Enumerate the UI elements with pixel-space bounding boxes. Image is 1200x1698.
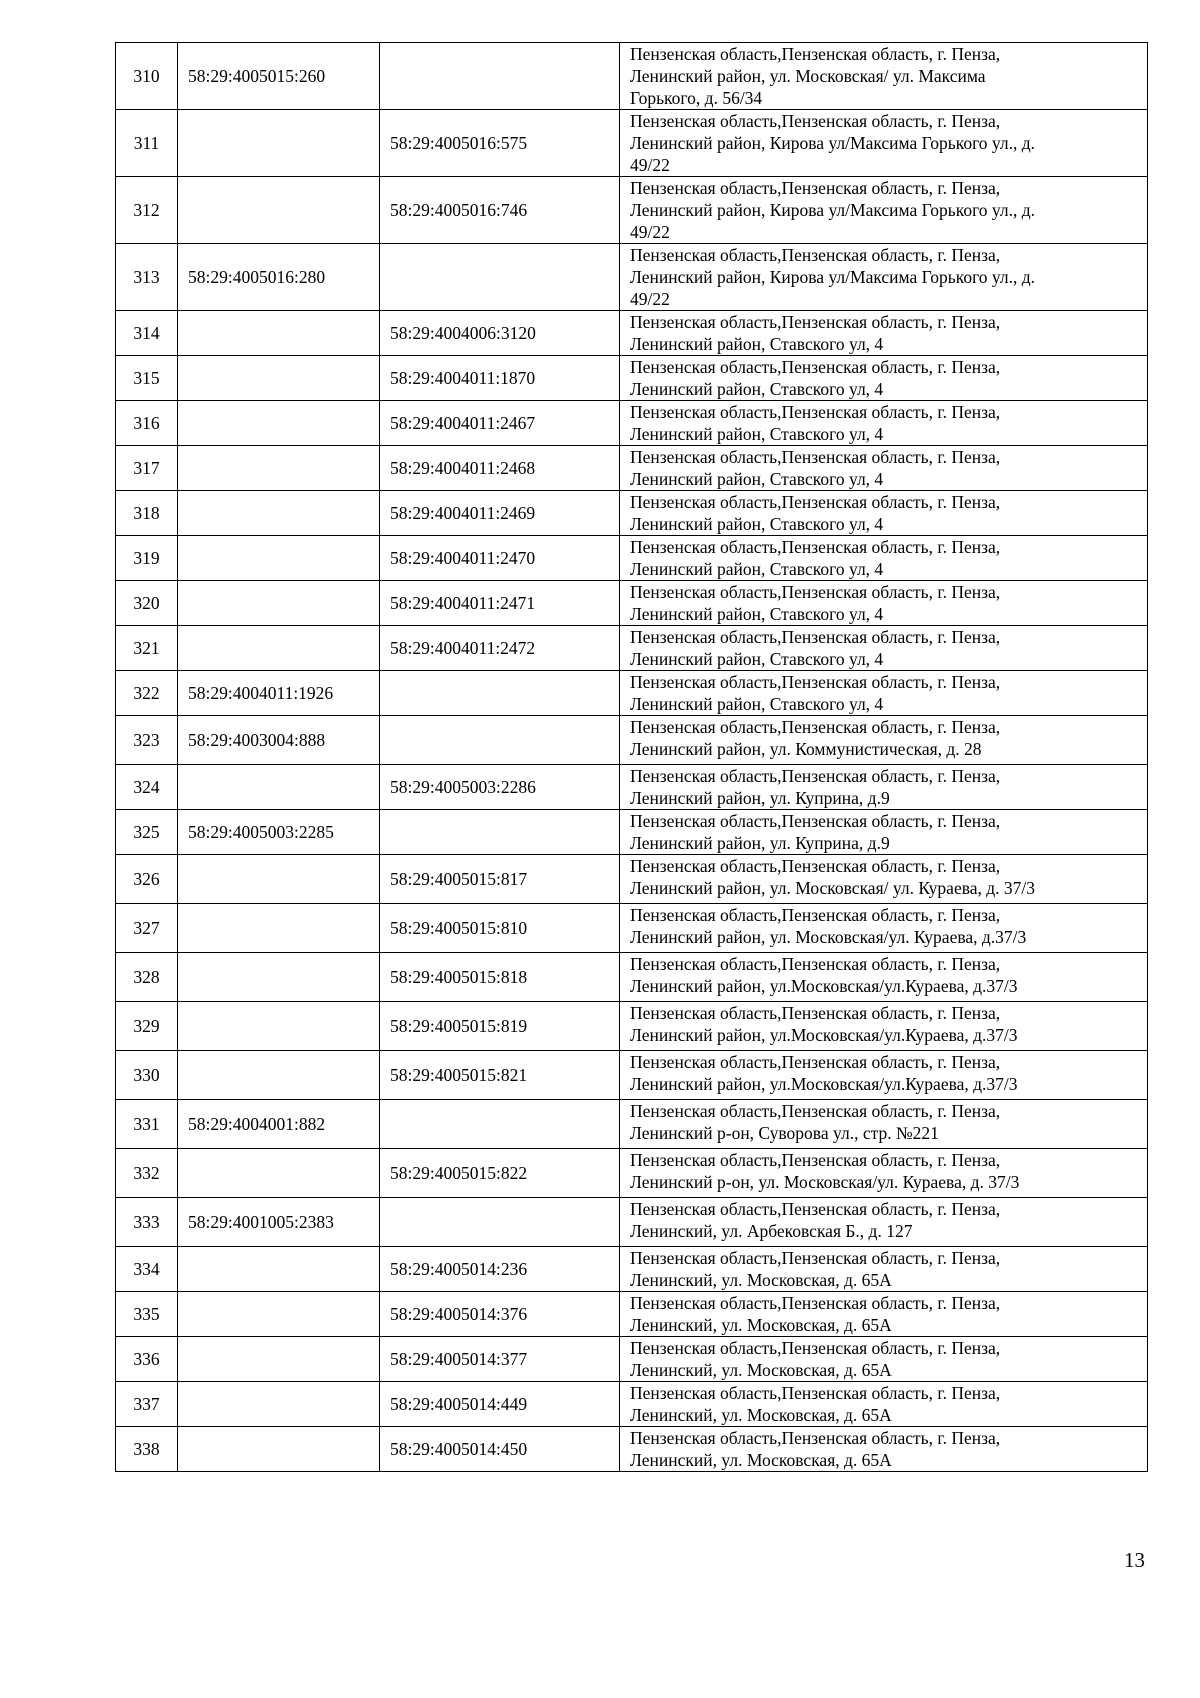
table-row xyxy=(116,1100,1148,1149)
address-cell xyxy=(620,110,1148,177)
table-row xyxy=(116,1427,1148,1472)
address-line: Ленинский район, Ставского ул, 4 xyxy=(630,694,884,714)
address-line: Ленинский район, Ставского ул, 4 xyxy=(630,469,884,489)
table-row xyxy=(116,491,1148,536)
address-line: Ленинский район, Ставского ул, 4 xyxy=(630,379,884,399)
row-number-cell: 337 xyxy=(116,1382,178,1427)
row-number-cell: 331 xyxy=(116,1100,178,1149)
row-number-cell: 317 xyxy=(116,446,178,491)
object-cadastral-number-cell: 58:29:4005015:817 xyxy=(380,855,620,904)
table-row xyxy=(116,311,1148,356)
address-line: Пензенская область,Пензенская область, г. Пенза, xyxy=(630,766,1001,786)
table-row xyxy=(116,626,1148,671)
address-line: Пензенская область,Пензенская область, г. Пенза, xyxy=(630,245,1001,265)
address-line: Пензенская область,Пензенская область, г. Пенза, xyxy=(630,582,1001,602)
address-line: Пензенская область,Пензенская область, г. Пенза, xyxy=(630,672,1001,692)
address-line: Ленинский район, ул.Московская/ул.Кураева, д.37/3 xyxy=(630,1074,1018,1094)
page-number: 13 xyxy=(1124,1548,1145,1572)
address-line: Пензенская область,Пензенская область, г. Пенза, xyxy=(630,1428,1001,1448)
object-cadastral-number-cell xyxy=(380,1100,620,1149)
land-cadastral-number-cell xyxy=(178,904,380,953)
row-number-cell: 321 xyxy=(116,626,178,671)
address-cell xyxy=(620,244,1148,311)
table-row xyxy=(116,536,1148,581)
address-line: Ленинский район, Ставского ул, 4 xyxy=(630,514,884,534)
table-row xyxy=(116,1198,1148,1247)
object-cadastral-number-cell: 58:29:4005014:377 xyxy=(380,1337,620,1382)
address-line: Ленинский, ул. Московская, д. 65А xyxy=(630,1270,892,1290)
object-cadastral-number-cell: 58:29:4004011:1870 xyxy=(380,356,620,401)
land-cadastral-number-cell: 58:29:4005003:2285 xyxy=(178,810,380,855)
address-line: Ленинский р-он, ул. Московская/ул. Кураева, д. 37/3 xyxy=(630,1172,1020,1192)
address-line: Пензенская область,Пензенская область, г. Пенза, xyxy=(630,1293,1001,1313)
land-cadastral-number-cell: 58:29:4004001:882 xyxy=(178,1100,380,1149)
object-cadastral-number-cell: 58:29:4004011:2469 xyxy=(380,491,620,536)
address-cell xyxy=(620,446,1148,491)
address-cell xyxy=(620,1292,1148,1337)
land-cadastral-number-cell xyxy=(178,311,380,356)
land-cadastral-number-cell xyxy=(178,1427,380,1472)
object-cadastral-number-cell xyxy=(380,671,620,716)
object-cadastral-number-cell: 58:29:4005016:575 xyxy=(380,110,620,177)
address-cell xyxy=(620,1382,1148,1427)
address-line: Пензенская область,Пензенская область, г. Пенза, xyxy=(630,357,1001,377)
property-table xyxy=(115,42,1148,1472)
row-number-cell: 322 xyxy=(116,671,178,716)
address-line: Пензенская область,Пензенская область, г. Пенза, xyxy=(630,44,1001,64)
row-number-cell: 338 xyxy=(116,1427,178,1472)
address-line: Ленинский район, Кирова ул/Максима Горького ул., д. xyxy=(630,133,1036,153)
address-line: Ленинский, ул. Московская, д. 65А xyxy=(630,1315,892,1335)
address-cell xyxy=(620,1337,1148,1382)
table-row xyxy=(116,855,1148,904)
land-cadastral-number-cell xyxy=(178,356,380,401)
address-line: Ленинский район, Ставского ул, 4 xyxy=(630,604,884,624)
address-cell xyxy=(620,177,1148,244)
address-cell xyxy=(620,626,1148,671)
address-cell xyxy=(620,581,1148,626)
object-cadastral-number-cell xyxy=(380,810,620,855)
table-row xyxy=(116,1051,1148,1100)
table-row xyxy=(116,953,1148,1002)
address-cell xyxy=(620,43,1148,110)
address-cell xyxy=(620,1100,1148,1149)
address-line: Пензенская область,Пензенская область, г. Пенза, xyxy=(630,856,1001,876)
land-cadastral-number-cell xyxy=(178,855,380,904)
table-row xyxy=(116,110,1148,177)
address-cell xyxy=(620,356,1148,401)
table-row xyxy=(116,1292,1148,1337)
table-row xyxy=(116,43,1148,110)
land-cadastral-number-cell: 58:29:4003004:888 xyxy=(178,716,380,765)
row-number-cell: 324 xyxy=(116,765,178,810)
land-cadastral-number-cell xyxy=(178,1051,380,1100)
table-row xyxy=(116,244,1148,311)
address-line: Пензенская область,Пензенская область, г. Пенза, xyxy=(630,492,1001,512)
address-cell xyxy=(620,1149,1148,1198)
object-cadastral-number-cell: 58:29:4004006:3120 xyxy=(380,311,620,356)
address-line: Ленинский район, Кирова ул/Максима Горького ул., д. xyxy=(630,267,1036,287)
row-number-cell: 310 xyxy=(116,43,178,110)
land-cadastral-number-cell xyxy=(178,765,380,810)
row-number-cell: 335 xyxy=(116,1292,178,1337)
table-row xyxy=(116,716,1148,765)
address-cell xyxy=(620,1247,1148,1292)
row-number-cell: 323 xyxy=(116,716,178,765)
object-cadastral-number-cell xyxy=(380,43,620,110)
address-line: Пензенская область,Пензенская область, г. Пенза, xyxy=(630,1338,1001,1358)
address-line: Ленинский район, ул. Московская/ ул. Максима xyxy=(630,66,986,86)
land-cadastral-number-cell xyxy=(178,1149,380,1198)
address-line: Ленинский район, ул.Московская/ул.Кураева, д.37/3 xyxy=(630,976,1018,996)
address-line: Пензенская область,Пензенская область, г. Пенза, xyxy=(630,1003,1001,1023)
address-cell xyxy=(620,904,1148,953)
land-cadastral-number-cell: 58:29:4004011:1926 xyxy=(178,671,380,716)
land-cadastral-number-cell xyxy=(178,1337,380,1382)
table-row xyxy=(116,446,1148,491)
address-line: Ленинский, ул. Арбековская Б., д. 127 xyxy=(630,1221,913,1241)
land-cadastral-number-cell xyxy=(178,491,380,536)
address-cell xyxy=(620,765,1148,810)
row-number-cell: 315 xyxy=(116,356,178,401)
address-line: Ленинский район, Ставского ул, 4 xyxy=(630,649,884,669)
table-row xyxy=(116,1002,1148,1051)
object-cadastral-number-cell: 58:29:4005015:821 xyxy=(380,1051,620,1100)
object-cadastral-number-cell: 58:29:4005015:819 xyxy=(380,1002,620,1051)
row-number-cell: 327 xyxy=(116,904,178,953)
table-row xyxy=(116,1247,1148,1292)
address-line: 49/22 xyxy=(630,222,670,242)
address-line: Пензенская область,Пензенская область, г. Пенза, xyxy=(630,178,1001,198)
row-number-cell: 328 xyxy=(116,953,178,1002)
object-cadastral-number-cell xyxy=(380,1198,620,1247)
address-line: Пензенская область,Пензенская область, г. Пенза, xyxy=(630,1199,1001,1219)
address-line: Пензенская область,Пензенская область, г. Пенза, xyxy=(630,717,1001,737)
address-line: Пензенская область,Пензенская область, г. Пенза, xyxy=(630,905,1001,925)
row-number-cell: 316 xyxy=(116,401,178,446)
address-cell xyxy=(620,953,1148,1002)
address-line: 49/22 xyxy=(630,155,670,175)
address-line: Пензенская область,Пензенская область, г. Пенза, xyxy=(630,402,1001,422)
address-line: Пензенская область,Пензенская область, г. Пенза, xyxy=(630,1248,1001,1268)
table-row xyxy=(116,581,1148,626)
address-line: Пензенская область,Пензенская область, г. Пенза, xyxy=(630,1052,1001,1072)
address-cell xyxy=(620,716,1148,765)
row-number-cell: 320 xyxy=(116,581,178,626)
land-cadastral-number-cell xyxy=(178,581,380,626)
object-cadastral-number-cell: 58:29:4004011:2471 xyxy=(380,581,620,626)
object-cadastral-number-cell: 58:29:4004011:2467 xyxy=(380,401,620,446)
row-number-cell: 314 xyxy=(116,311,178,356)
address-cell xyxy=(620,1427,1148,1472)
address-cell xyxy=(620,855,1148,904)
row-number-cell: 326 xyxy=(116,855,178,904)
land-cadastral-number-cell: 58:29:4005016:280 xyxy=(178,244,380,311)
address-cell xyxy=(620,1051,1148,1100)
address-line: Пензенская область,Пензенская область, г. Пенза, xyxy=(630,111,1001,131)
address-line: Пензенская область,Пензенская область, г. Пенза, xyxy=(630,537,1001,557)
address-line: Ленинский, ул. Московская, д. 65А xyxy=(630,1405,892,1425)
object-cadastral-number-cell: 58:29:4005016:746 xyxy=(380,177,620,244)
address-line: 49/22 xyxy=(630,289,670,309)
address-cell xyxy=(620,810,1148,855)
row-number-cell: 312 xyxy=(116,177,178,244)
address-line: Пензенская область,Пензенская область, г. Пенза, xyxy=(630,447,1001,467)
object-cadastral-number-cell: 58:29:4005015:822 xyxy=(380,1149,620,1198)
address-line: Ленинский район, Ставского ул, 4 xyxy=(630,559,884,579)
object-cadastral-number-cell: 58:29:4005015:810 xyxy=(380,904,620,953)
address-line: Пензенская область,Пензенская область, г. Пенза, xyxy=(630,1101,1001,1121)
address-line: Ленинский район, ул. Куприна, д.9 xyxy=(630,833,890,853)
land-cadastral-number-cell xyxy=(178,1292,380,1337)
row-number-cell: 313 xyxy=(116,244,178,311)
row-number-cell: 319 xyxy=(116,536,178,581)
row-number-cell: 334 xyxy=(116,1247,178,1292)
table-row xyxy=(116,765,1148,810)
table-row xyxy=(116,1149,1148,1198)
land-cadastral-number-cell xyxy=(178,626,380,671)
land-cadastral-number-cell xyxy=(178,177,380,244)
address-cell xyxy=(620,536,1148,581)
land-cadastral-number-cell xyxy=(178,1247,380,1292)
row-number-cell: 311 xyxy=(116,110,178,177)
table-row xyxy=(116,904,1148,953)
object-cadastral-number-cell: 58:29:4004011:2472 xyxy=(380,626,620,671)
address-line: Пензенская область,Пензенская область, г. Пенза, xyxy=(630,627,1001,647)
address-line: Пензенская область,Пензенская область, г. Пенза, xyxy=(630,954,1001,974)
land-cadastral-number-cell xyxy=(178,1382,380,1427)
land-cadastral-number-cell xyxy=(178,953,380,1002)
land-cadastral-number-cell xyxy=(178,536,380,581)
address-cell xyxy=(620,671,1148,716)
land-cadastral-number-cell xyxy=(178,446,380,491)
address-line: Ленинский, ул. Московская, д. 65А xyxy=(630,1450,892,1470)
address-cell xyxy=(620,1002,1148,1051)
land-cadastral-number-cell: 58:29:4001005:2383 xyxy=(178,1198,380,1247)
address-line: Ленинский, ул. Московская, д. 65А xyxy=(630,1360,892,1380)
object-cadastral-number-cell: 58:29:4005014:449 xyxy=(380,1382,620,1427)
land-cadastral-number-cell xyxy=(178,110,380,177)
object-cadastral-number-cell: 58:29:4004011:2470 xyxy=(380,536,620,581)
object-cadastral-number-cell: 58:29:4005014:450 xyxy=(380,1427,620,1472)
object-cadastral-number-cell: 58:29:4005003:2286 xyxy=(380,765,620,810)
address-line: Пензенская область,Пензенская область, г. Пенза, xyxy=(630,811,1001,831)
address-line: Ленинский район, ул. Московская/ ул. Кураева, д. 37/3 xyxy=(630,878,1036,898)
address-cell xyxy=(620,311,1148,356)
address-cell xyxy=(620,401,1148,446)
object-cadastral-number-cell: 58:29:4005014:376 xyxy=(380,1292,620,1337)
object-cadastral-number-cell: 58:29:4005015:818 xyxy=(380,953,620,1002)
table-row xyxy=(116,1337,1148,1382)
row-number-cell: 333 xyxy=(116,1198,178,1247)
address-line: Пензенская область,Пензенская область, г. Пенза, xyxy=(630,1383,1001,1403)
address-line: Горького, д. 56/34 xyxy=(630,88,763,108)
row-number-cell: 325 xyxy=(116,810,178,855)
address-line: Ленинский район, Ставского ул, 4 xyxy=(630,334,884,354)
address-line: Ленинский район, ул. Московская/ул. Кураева, д.37/3 xyxy=(630,927,1027,947)
table-row xyxy=(116,401,1148,446)
object-cadastral-number-cell xyxy=(380,716,620,765)
land-cadastral-number-cell: 58:29:4005015:260 xyxy=(178,43,380,110)
property-table-body xyxy=(116,43,1148,1472)
address-line: Ленинский р-он, Суворова ул., стр. №221 xyxy=(630,1123,939,1143)
address-line: Ленинский район, ул. Коммунистическая, д. 28 xyxy=(630,739,982,759)
row-number-cell: 329 xyxy=(116,1002,178,1051)
address-line: Ленинский район, Ставского ул, 4 xyxy=(630,424,884,444)
object-cadastral-number-cell: 58:29:4005014:236 xyxy=(380,1247,620,1292)
object-cadastral-number-cell xyxy=(380,244,620,311)
row-number-cell: 332 xyxy=(116,1149,178,1198)
address-line: Пензенская область,Пензенская область, г. Пенза, xyxy=(630,312,1001,332)
table-row xyxy=(116,671,1148,716)
object-cadastral-number-cell: 58:29:4004011:2468 xyxy=(380,446,620,491)
row-number-cell: 330 xyxy=(116,1051,178,1100)
address-cell xyxy=(620,491,1148,536)
row-number-cell: 336 xyxy=(116,1337,178,1382)
address-line: Ленинский район, Кирова ул/Максима Горького ул., д. xyxy=(630,200,1036,220)
address-line: Ленинский район, ул.Московская/ул.Кураева, д.37/3 xyxy=(630,1025,1018,1045)
table-row xyxy=(116,810,1148,855)
address-line: Ленинский район, ул. Куприна, д.9 xyxy=(630,788,890,808)
address-line: Пензенская область,Пензенская область, г. Пенза, xyxy=(630,1150,1001,1170)
table-row xyxy=(116,1382,1148,1427)
address-cell xyxy=(620,1198,1148,1247)
row-number-cell: 318 xyxy=(116,491,178,536)
land-cadastral-number-cell xyxy=(178,401,380,446)
table-row xyxy=(116,356,1148,401)
table-row xyxy=(116,177,1148,244)
land-cadastral-number-cell xyxy=(178,1002,380,1051)
